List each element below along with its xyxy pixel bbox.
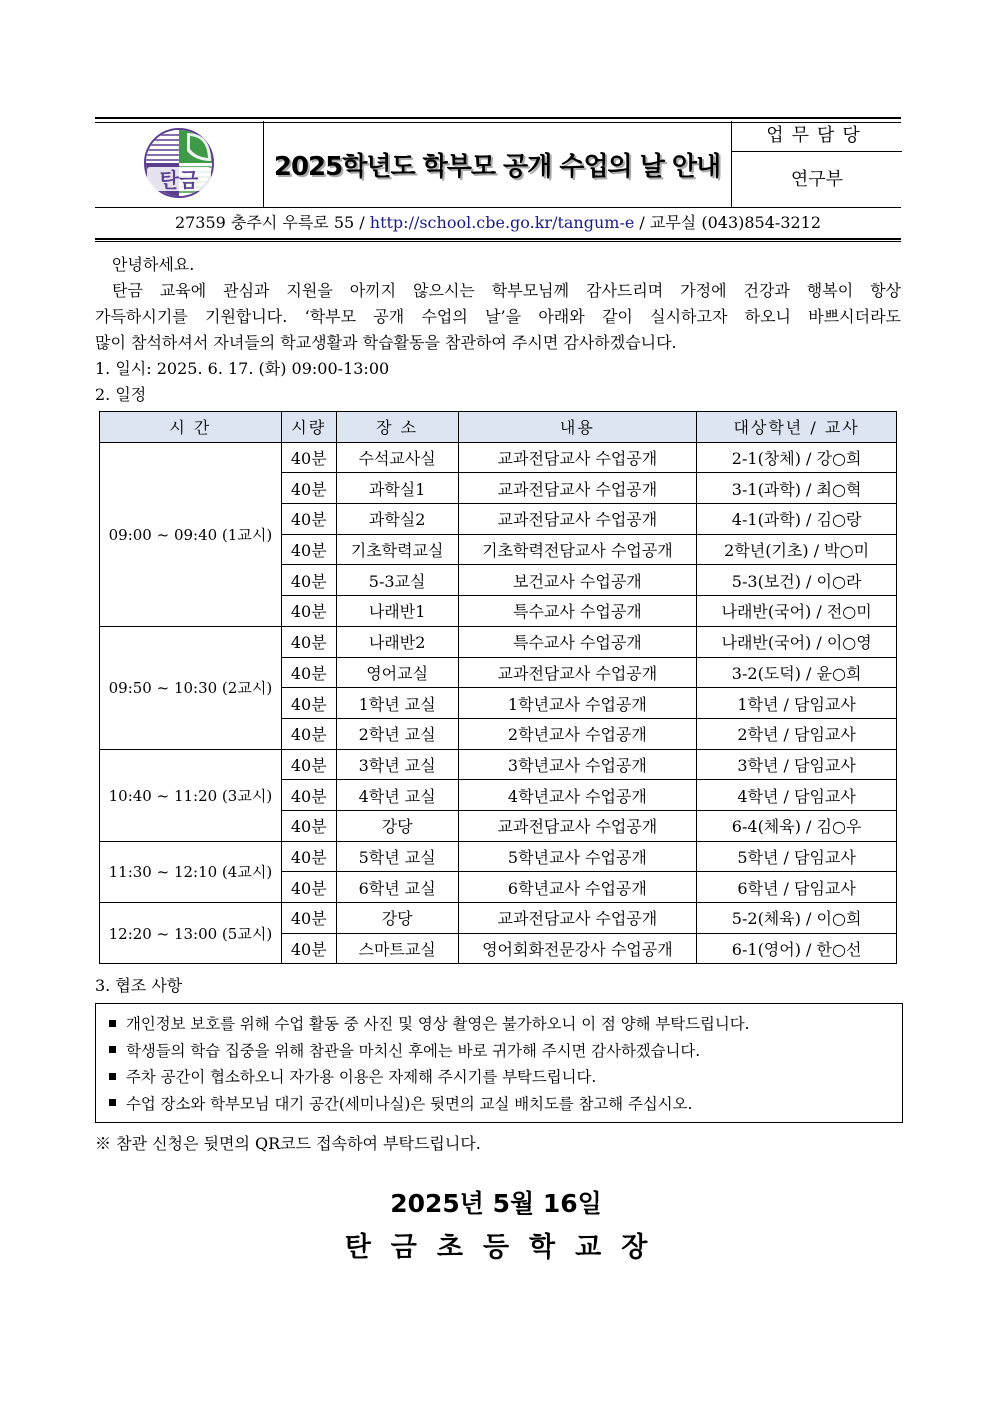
cell-target: 5학년 / 담임교사 [697, 841, 897, 872]
note-text: 주차 공간이 협소하오니 자가용 이용은 자제해 주시기를 부탁드립니다. [126, 1068, 597, 1086]
section-2-title: 2. 일정 [95, 385, 147, 404]
cell-content: 교과전담교사 수업공개 [458, 810, 697, 841]
bullet-square-icon [109, 1099, 116, 1106]
cell-target: 6-4(체육) / 김○우 [697, 810, 897, 841]
cell-content: 교과전담교사 수업공개 [458, 903, 697, 934]
col-header-duration: 시량 [281, 412, 336, 443]
cell-target: 3-2(도덕) / 윤○희 [697, 657, 897, 688]
document-title: 2025학년도 학부모 공개 수업의 날 안내 [273, 151, 721, 182]
cell-content: 2학년교사 수업공개 [458, 718, 697, 749]
address-line [95, 207, 901, 240]
issue-date: 2025년 5월 16일 [390, 1189, 602, 1218]
bullet-square-icon [109, 1020, 116, 1027]
cell-duration: 40분 [281, 626, 336, 657]
cell-target: 2학년 / 담임교사 [697, 718, 897, 749]
department-value: 연구부 [790, 169, 844, 190]
cell-place: 과학실1 [336, 473, 458, 504]
cell-target: 5-2(체육) / 이○희 [697, 903, 897, 934]
cell-duration: 40분 [281, 534, 336, 565]
list-item [109, 1038, 902, 1065]
table-row [100, 626, 897, 657]
col-header-place: 장 소 [336, 412, 458, 443]
cell-duration: 40분 [281, 596, 336, 627]
cell-target: 3학년 / 담임교사 [697, 749, 897, 780]
cell-target: 6-1(영어) / 한○선 [697, 933, 897, 964]
cell-place: 1학년 교실 [336, 688, 458, 719]
cell-target: 1학년 / 담임교사 [697, 688, 897, 719]
cell-duration: 40분 [281, 718, 336, 749]
cell-place: 수석교사실 [336, 442, 458, 473]
section-1-datetime [95, 356, 389, 379]
cell-place: 2학년 교실 [336, 718, 458, 749]
note-text: 개인정보 보호를 위해 수업 활동 중 사진 및 영상 촬영은 불가하오니 이 점 양해 부탁드립니다. [126, 1015, 750, 1033]
title-cell [264, 121, 730, 207]
cell-content: 4학년교사 수업공개 [458, 780, 697, 811]
cell-target: 나래반(국어) / 전○미 [697, 596, 897, 627]
intro-paragraph [95, 252, 901, 356]
table-row [100, 841, 897, 872]
document-header [95, 117, 901, 207]
cell-duration: 40분 [281, 841, 336, 872]
section-3-title: 3. 협조 사항 [95, 976, 183, 995]
cell-target: 나래반(국어) / 이○영 [697, 626, 897, 657]
list-item [109, 1091, 902, 1118]
table-row [100, 749, 897, 780]
cell-place: 강당 [336, 810, 458, 841]
note-text: 수업 장소와 학부모님 대기 공간(세미나실)은 뒷면의 교실 배치도를 참고해 주십시오. [126, 1094, 693, 1113]
cell-duration: 40분 [281, 504, 336, 535]
cell-duration: 40분 [281, 749, 336, 780]
list-item [109, 1064, 902, 1091]
cell-duration: 40분 [281, 473, 336, 504]
address-prefix: 27359 충주시 우륵로 55 / [174, 213, 370, 232]
school-principal: 탄금초등학교장 [344, 1232, 668, 1263]
address-suffix: / 교무실 (043)854-3212 [634, 213, 822, 232]
cell-place: 4학년 교실 [336, 780, 458, 811]
department-label: 업무담당 [732, 121, 902, 152]
cell-content: 교과전담교사 수업공개 [458, 442, 697, 473]
cell-content: 1학년교사 수업공개 [458, 688, 697, 719]
cell-target: 3-1(과학) / 최○혁 [697, 473, 897, 504]
cell-content: 영어회화전문강사 수업공개 [458, 933, 697, 964]
cell-place: 3학년 교실 [336, 749, 458, 780]
cell-place: 스마트교실 [336, 933, 458, 964]
cell-target: 2학년(기초) / 박○미 [697, 534, 897, 565]
cell-target: 4-1(과학) / 김○랑 [697, 504, 897, 535]
note-text: 학생들의 학습 집중을 위해 참관을 마치신 후에는 바로 귀가해 주시면 감사하겠습니다. [126, 1041, 701, 1060]
table-header-row [100, 412, 897, 443]
cell-content: 교과전담교사 수업공개 [458, 657, 697, 688]
cell-duration: 40분 [281, 903, 336, 934]
cell-duration: 40분 [281, 565, 336, 596]
cell-place: 5-3교실 [336, 565, 458, 596]
bullet-square-icon [109, 1073, 116, 1080]
cell-target: 4학년 / 담임교사 [697, 780, 897, 811]
cell-content: 6학년교사 수업공개 [458, 872, 697, 903]
intro-line-3: 많이 참석하셔서 자녀들의 학교생활과 학습활동을 참관하여 주시면 감사하겠습니다. [95, 333, 677, 352]
intro-line-1: 탄금 교육에 관심과 지원을 아끼지 않으시는 학부모님께 감사드리며 가정에 건강과 행복이 항상 [112, 281, 901, 300]
logo-cell [95, 121, 264, 207]
cell-content: 교과전담교사 수업공개 [458, 504, 697, 535]
bullet-square-icon [109, 1046, 116, 1053]
cell-target: 2-1(창체) / 강○희 [697, 442, 897, 473]
period-3-time: 10:40 ~ 11:20 (3교시) [100, 749, 282, 841]
school-logo [95, 121, 263, 207]
cell-duration: 40분 [281, 657, 336, 688]
cell-content: 보건교사 수업공개 [458, 565, 697, 596]
schedule-table [99, 411, 897, 964]
cell-target: 6학년 / 담임교사 [697, 872, 897, 903]
cell-target: 5-3(보건) / 이○라 [697, 565, 897, 596]
period-1-time: 09:00 ~ 09:40 (1교시) [100, 442, 282, 626]
notes-box [95, 1003, 903, 1123]
list-item [109, 1011, 902, 1038]
col-header-content: 내용 [458, 412, 697, 443]
cell-content: 특수교사 수업공개 [458, 626, 697, 657]
cell-place: 나래반1 [336, 596, 458, 627]
cell-duration: 40분 [281, 810, 336, 841]
cell-place: 기초학력교실 [336, 534, 458, 565]
school-url-link[interactable]: http://school.cbe.go.kr/tangum-e [369, 213, 635, 232]
greeting: 안녕하세요. [112, 255, 195, 274]
section-1-value: 2025. 6. 17. (화) 09:00-13:00 [156, 359, 390, 378]
cell-duration: 40분 [281, 780, 336, 811]
cell-duration: 40분 [281, 933, 336, 964]
department-box [731, 121, 902, 207]
table-row [100, 442, 897, 473]
period-5-time: 12:20 ~ 13:00 (5교시) [100, 903, 282, 964]
logo-text: 탄금 [159, 168, 199, 192]
col-header-time: 시 간 [100, 412, 282, 443]
col-header-target: 대상학년 / 교사 [697, 412, 897, 443]
cell-place: 영어교실 [336, 657, 458, 688]
cell-content: 3학년교사 수업공개 [458, 749, 697, 780]
cell-place: 6학년 교실 [336, 872, 458, 903]
cell-place: 5학년 교실 [336, 841, 458, 872]
address-bottom-rule [95, 241, 901, 242]
period-2-time: 09:50 ~ 10:30 (2교시) [100, 626, 282, 749]
cell-content: 교과전담교사 수업공개 [458, 473, 697, 504]
footnote: ※ 참관 신청은 뒷면의 QR코드 접속하여 부탁드립니다. [95, 1134, 481, 1153]
intro-line-2: 가득하시기를 기원합니다. ‘학부모 공개 수업의 날’을 아래와 같이 실시하고자 하오니 바쁘시더라도 [95, 307, 901, 326]
cell-content: 5학년교사 수업공개 [458, 841, 697, 872]
cell-duration: 40분 [281, 688, 336, 719]
cell-place: 강당 [336, 903, 458, 934]
cell-place: 과학실2 [336, 504, 458, 535]
cell-duration: 40분 [281, 872, 336, 903]
cell-content: 기초학력전담교사 수업공개 [458, 534, 697, 565]
cell-duration: 40분 [281, 442, 336, 473]
section-1-label: 1. 일시: [95, 359, 157, 378]
period-4-time: 11:30 ~ 12:10 (4교시) [100, 841, 282, 902]
cell-place: 나래반2 [336, 626, 458, 657]
table-row [100, 903, 897, 934]
cell-content: 특수교사 수업공개 [458, 596, 697, 627]
